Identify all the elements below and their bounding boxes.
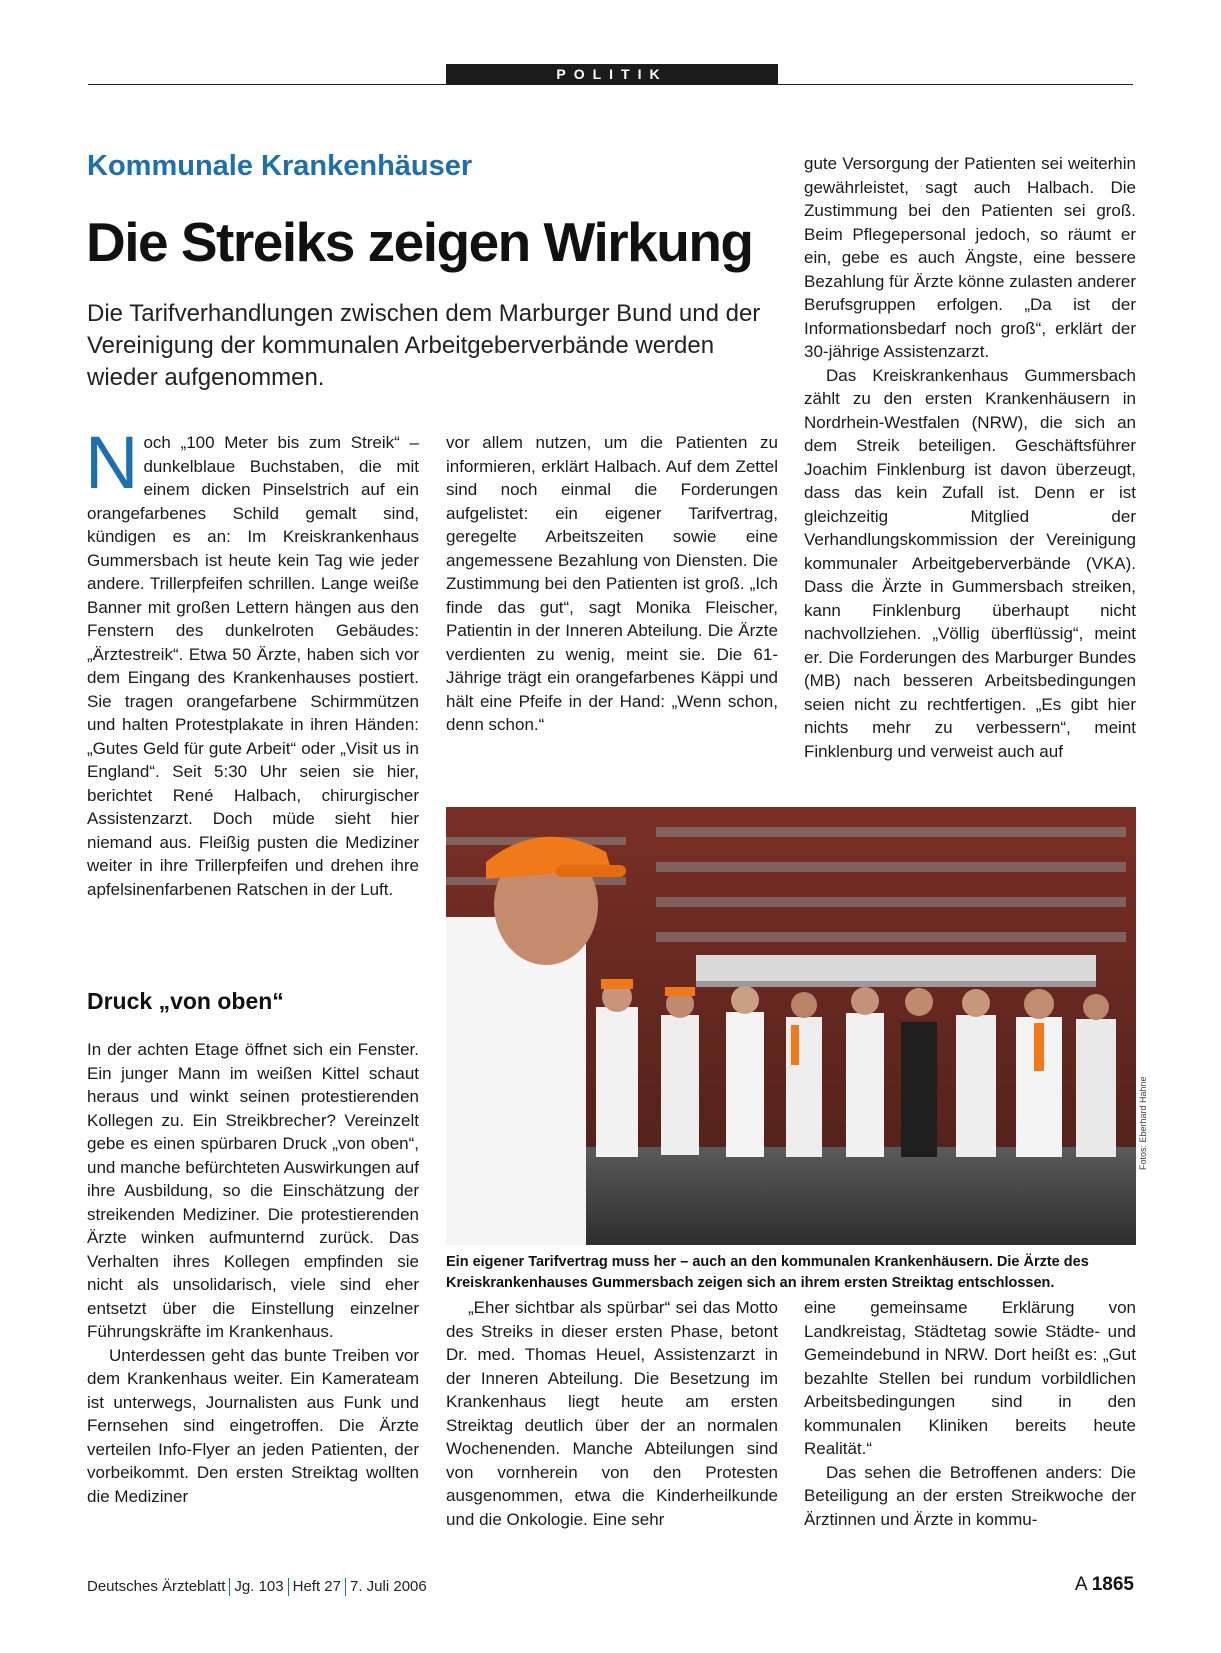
- article-deck: Die Tarifverhandlungen zwischen dem Marburger Bund und der Vereinigung der kommunalen Arbeitgeberverbände werden wieder aufgenommen.: [87, 300, 761, 391]
- body-paragraph: „Eher sichtbar als spürbar“ sei das Motto des Streiks in dieser ersten Phase, betont Dr. med. Thomas Heuel, Assistenzarzt in der Inneren Abteilung. Die Besetzung im Krankenhaus liegt heute am ersten Streiktag deutlich über der an normalen Wochenenden. Manche Abteilungen sind von vornherein von den Protesten ausgenommen, etwa die Kinderheilkunde und die Onkologie. Eine sehr: [446, 1298, 778, 1529]
- body-paragraph: In der achten Etage öffnet sich ein Fenster. Ein junger Mann im weißen Kittel schaut heraus und winkt seinen protestierenden Kollegen zu. Ein Streikbrecher? Vereinzelt gebe es einen spürbaren Druck „von oben“, und manche befürchteten Auswirkungen auf ihre Ausbildung, so die Einschätzung der streikenden Mediziner. Die protestierenden Ärzte winken aufmunternd zurück. Das Verhalten ihres Kollegen empfinden sie nicht als unsolidarisch, viele sind eher entsetzt über die Einstellung einzelner Führungskräfte im Krankenhaus.: [87, 1040, 419, 1341]
- page-prefix: A: [1074, 1574, 1087, 1595]
- column-1-intro: [85, 421, 419, 901]
- subheading: Druck „von oben“: [87, 988, 284, 1014]
- journal-volume: Jg. 103: [234, 1578, 284, 1595]
- column-1-body: [87, 1038, 419, 1508]
- page-number: [1075, 1574, 1134, 1596]
- journal-name: Deutsches Ärzteblatt: [87, 1578, 226, 1595]
- footer-separator: [229, 1578, 230, 1596]
- intro-text: och „100 Meter bis zum Streik“ – dunkelblaue Buchstaben, die mit einem dicken Pinselstrich auf ein orangefarbenes Schild gemalt sind, kündigen es an: Im Kreiskrankenhaus Gummersbach ist heute kein Tag wie jeder andere. Trillerpfeifen schrillen. Lange weiße Banner mit großen Lettern hängen aus den Fenstern des dunkelroten Gebäudes: „Ärztestreik“. Etwa 50 Ärzte, haben sich vor dem Eingang des Krankenhauses postiert. Sie tragen orangefarbene Schirmmützen und halten Protestplakate in ihren Händen: „Gutes Geld für gute Arbeit“ oder „Visit us in England“. Seit 5:30 Uhr seien sie hier, berichtet René Halbach, chirurgischer Assistenzarzt. Doch müde sieht hier niemand aus. Fleißig pusten die Mediziner weiter in ihre Trillerpfeifen und drehen ihre apfelsinenfarbenen Ratschen in der Luft.: [87, 433, 419, 899]
- photo-credit: Fotos: Eberhard Hahne: [1138, 1076, 1148, 1170]
- article-photo: [446, 807, 1136, 1245]
- body-paragraph: gute Versorgung der Patienten sei weiterhin gewährleistet, sagt auch Halbach. Die Zustimmung bei den Patienten sei groß. Beim Pflegepersonal jedoch, so räumt er ein, gebe es auch Ängste, eine bessere Bezahlung für Ärzte könne zulasten anderer Berufsgruppen erfolgen. „Da ist der Informationsbedarf noch groß“, erklärt der 30-jährige Assistenzarzt.: [804, 154, 1136, 361]
- page-footer: [87, 1578, 427, 1596]
- protest-photo-illustration: [446, 807, 1136, 1245]
- article-kicker: Kommunale Krankenhäuser: [87, 150, 473, 182]
- body-paragraph: eine gemeinsame Erklärung von Landkreistag, Städtetag sowie Städte- und Gemeindebund in NRW. Dort heißt es: „Gut bezahlte Stellen bei rundum vorbildlichen Arbeitsbedingungen sind in den kommunalen Kliniken bereits heute Realität.“: [804, 1298, 1136, 1458]
- issue-date: 7. Juli 2006: [350, 1578, 427, 1595]
- column-2-bottom: [446, 1296, 778, 1531]
- column-3-top: [804, 152, 1136, 763]
- page-number-value: 1865: [1091, 1574, 1134, 1595]
- column-2-top: [446, 431, 778, 737]
- body-paragraph: Unterdessen geht das bunte Treiben vor dem Krankenhaus weiter. Ein Kamerateam ist unterwegs, Journalisten aus Funk und Fernsehen sind eingetroffen. Die Ärzte verteilen Info-Flyer an jeden Patienten, der vorbeikommt. Den ersten Streiktag wollten die Mediziner: [87, 1345, 419, 1506]
- article-headline: Die Streiks zeigen Wirkung: [86, 211, 753, 273]
- intro-paragraph: [85, 421, 419, 901]
- column-3-bottom: [804, 1296, 1136, 1531]
- journal-issue: Heft 27: [292, 1578, 341, 1595]
- body-paragraph: vor allem nutzen, um die Patienten zu informieren, erklärt Halbach. Auf dem Zettel sind noch einmal die Forderungen aufgelistet: ein eigener Tarifvertrag, geregelte Arbeitszeiten sowie eine angemessene Bezahlung von Diensten. Die Zustimmung bei den Patienten ist groß. „Ich finde das gut“, sagt Monika Fleischer, Patientin in der Inneren Abteilung. Die Ärzte verdienten zu wenig, meint sie. Die 61-Jährige trägt ein orangefarbenes Käppi und hält eine Pfeife in der Hand: „Wenn schon, denn schon.“: [446, 433, 778, 734]
- photo-caption: Ein eigener Tarifvertrag muss her – auch an den kommunalen Krankenhäusern. Die Ärzte des Kreiskrankenhauses Gummersbach zeigen sich an ihrem ersten Streiktag entschlossen.: [446, 1254, 1089, 1291]
- body-paragraph: Das sehen die Betroffenen anders: Die Beteiligung an der ersten Streikwoche der Ärztinnen und Ärzte in kommu-: [804, 1462, 1136, 1529]
- footer-separator: [288, 1578, 289, 1596]
- section-label: POLITIK: [446, 64, 778, 85]
- dropcap-letter: N: [85, 421, 139, 504]
- body-paragraph: Das Kreiskrankenhaus Gummersbach zählt zu den ersten Krankenhäusern in Nordrhein-Westfalen (NRW), die sich an dem Streik beteiligen. Geschäftsführer Joachim Finklenburg ist davon überzeugt, dass das kein Zufall ist. Denn er ist gleichzeitig Mitglied der Verhandlungskommission der Vereinigung kommunaler Arbeitgeberverbände (VKA). Dass die Ärzte in Gummersbach streiken, kann Finklenburg überhaupt nicht nachvollziehen. „Völlig überflüssig“, meint er. Die Forderungen des Marburger Bundes (MB) nach besseren Arbeitsbedingungen seien nicht zu rechtfertigen. „Es gibt hier nichts mehr zu verbessern“, meint Finklenburg und verweist auch auf: [804, 365, 1136, 761]
- footer-separator: [345, 1578, 346, 1596]
